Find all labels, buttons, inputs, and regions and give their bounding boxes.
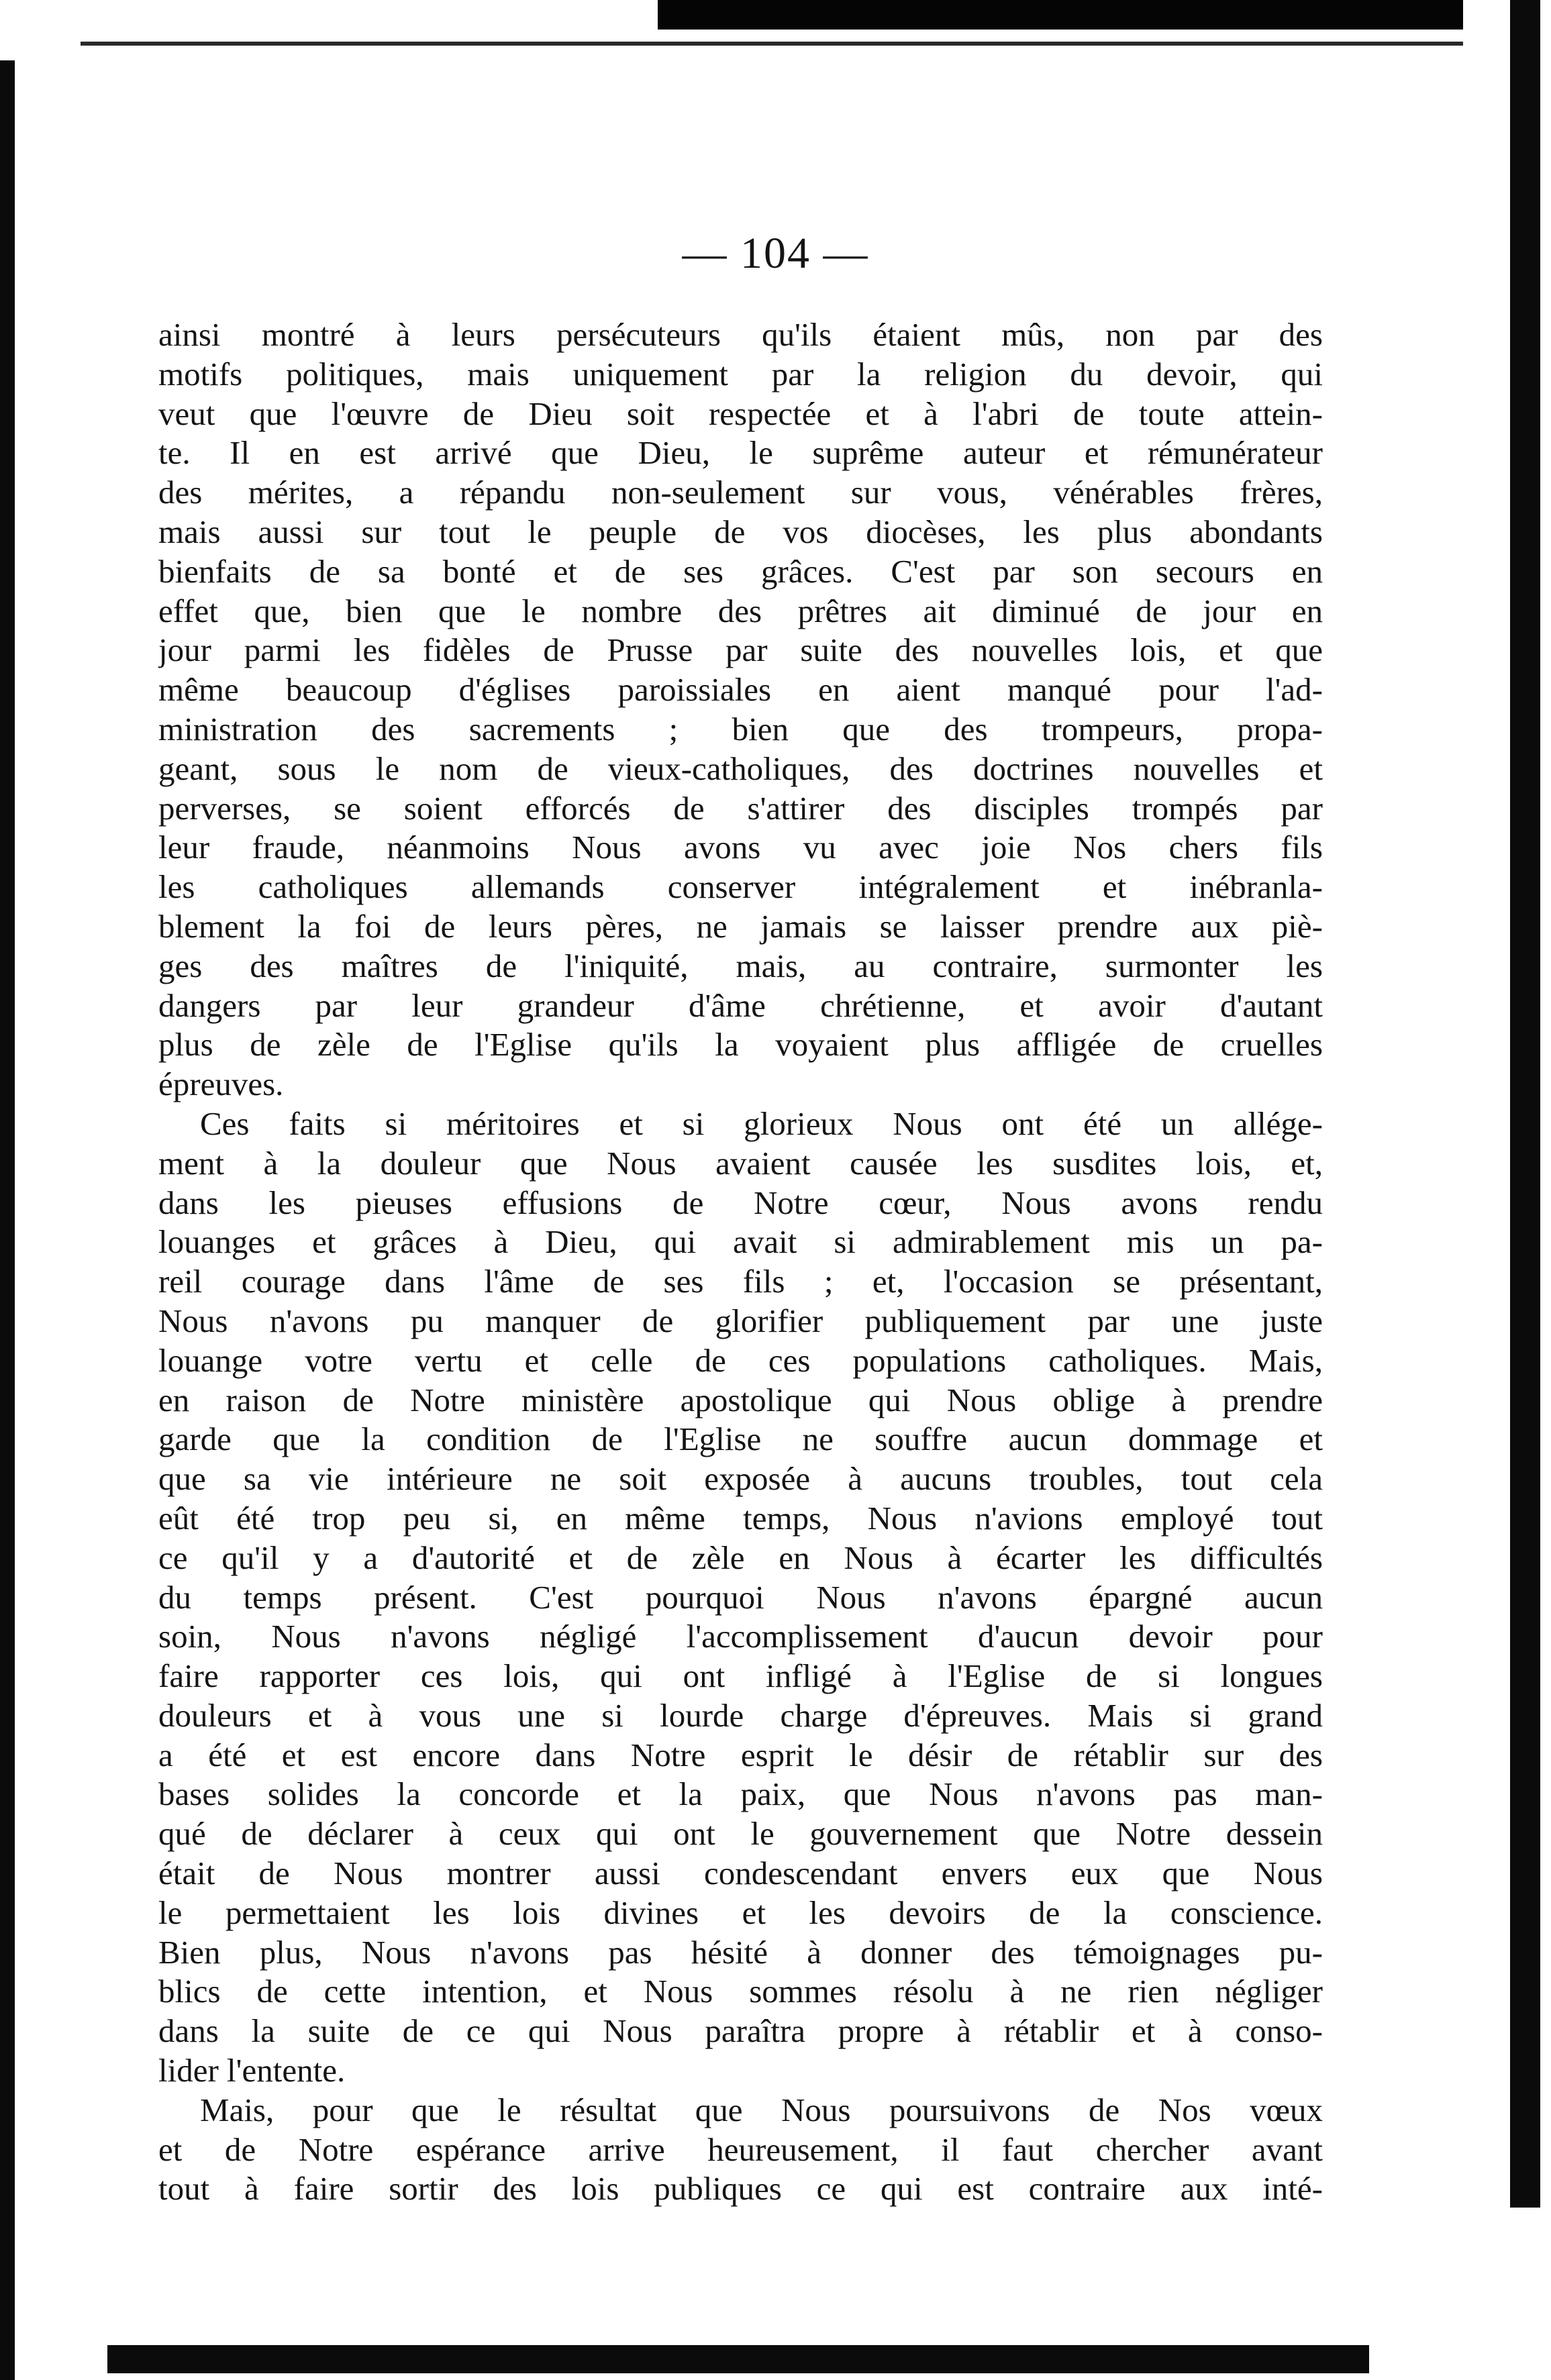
- text-line: Mais, pour que le résultat que Nous poursuivons de Nos vœux: [200, 2091, 1323, 2128]
- scan-edge-left: [0, 60, 15, 2380]
- text-line: et de Notre espérance arrive heureusement, il faut chercher avant: [158, 2130, 1323, 2168]
- scan-edge-bottom: [107, 2345, 1369, 2373]
- text-line: dans les pieuses effusions de Notre cœur, Nous avons rendu: [158, 1184, 1323, 1221]
- text-line: veut que l'œuvre de Dieu soit respectée et à l'abri de toute attein-: [158, 395, 1323, 432]
- text-line: ainsi montré à leurs persécuteurs qu'ils étaient mûs, non par des: [158, 316, 1323, 353]
- text-line: reil courage dans l'âme de ses fils ; et, l'occasion se présentant,: [158, 1263, 1323, 1300]
- paragraph-end-line: épreuves.: [158, 1066, 284, 1103]
- text-line: Nous n'avons pu manquer de glorifier publiquement par une juste: [158, 1302, 1323, 1339]
- text-line: bienfaits de sa bonté et de ses grâces. C'est par son secours en: [158, 552, 1323, 590]
- text-line: Ces faits si méritoires et si glorieux Nous ont été un allége-: [200, 1104, 1323, 1142]
- text-line: que sa vie intérieure ne soit exposée à aucuns troubles, tout cela: [158, 1460, 1323, 1498]
- text-line: plus de zèle de l'Eglise qu'ils la voyaient plus affligée de cruelles: [158, 1026, 1323, 1064]
- text-line: louange votre vertu et celle de ces populations catholiques. Mais,: [158, 1341, 1323, 1379]
- text-line: qué de déclarer à ceux qui ont le gouvernement que Notre dessein: [158, 1815, 1323, 1853]
- text-line: blement la foi de leurs pères, ne jamais se laisser prendre aux piè-: [158, 907, 1323, 945]
- text-line: blics de cette intention, et Nous sommes résolu à ne rien négliger: [158, 1973, 1323, 2010]
- text-line: dans la suite de ce qui Nous paraîtra propre à rétablir et à conso-: [158, 2012, 1323, 2050]
- text-line: leur fraude, néanmoins Nous avons vu avec joie Nos chers fils: [158, 829, 1323, 866]
- text-line: te. Il en est arrivé que Dieu, le suprême auteur et rémunérateur: [158, 434, 1323, 472]
- text-line: ges des maîtres de l'iniquité, mais, au contraire, surmonter les: [158, 947, 1323, 984]
- text-line: en raison de Notre ministère apostolique qui Nous oblige à prendre: [158, 1381, 1323, 1418]
- text-line: même beaucoup d'églises paroissiales en aient manqué pour l'ad-: [158, 671, 1323, 709]
- page-number: — 104 —: [682, 229, 869, 278]
- text-line: les catholiques allemands conserver intégralement et inébranla-: [158, 868, 1323, 906]
- text-line: soin, Nous n'avons négligé l'accomplissement d'aucun devoir pour: [158, 1618, 1323, 1655]
- text-line: ministration des sacrements ; bien que des trompeurs, propa-: [158, 710, 1323, 747]
- text-line: effet que, bien que le nombre des prêtres ait diminué de jour en: [158, 592, 1323, 629]
- text-line: tout à faire sortir des lois publiques ce qui est contraire aux inté-: [158, 2170, 1323, 2208]
- text-line: ce qu'il y a d'autorité et de zèle en Nous à écarter les difficultés: [158, 1539, 1323, 1576]
- text-line: Bien plus, Nous n'avons pas hésité à donner des témoignages pu-: [158, 1933, 1323, 1971]
- body-text: [158, 315, 1323, 2209]
- text-line: ment à la douleur que Nous avaient causée les susdites lois, et,: [158, 1144, 1323, 1182]
- scan-edge-right: [1510, 0, 1540, 2208]
- text-line: douleurs et à vous une si lourde charge d'épreuves. Mais si grand: [158, 1696, 1323, 1734]
- text-line: a été et est encore dans Notre esprit le désir de rétablir sur des: [158, 1736, 1323, 1773]
- text-line: était de Nous montrer aussi condescendant envers eux que Nous: [158, 1855, 1323, 1892]
- text-line: louanges et grâces à Dieu, qui avait si admirablement mis un pa-: [158, 1223, 1323, 1261]
- text-line: bases solides la concorde et la paix, que Nous n'avons pas man-: [158, 1775, 1323, 1813]
- scan-edge-top-dark: [658, 0, 1463, 30]
- text-line: garde que la condition de l'Eglise ne souffre aucun dommage et: [158, 1420, 1323, 1458]
- text-line: perverses, se soient efforcés de s'attirer des disciples trompés par: [158, 789, 1323, 827]
- text-line: du temps présent. C'est pourquoi Nous n'avons épargné aucun: [158, 1578, 1323, 1616]
- text-line: mais aussi sur tout le peuple de vos diocèses, les plus abondants: [158, 513, 1323, 550]
- text-line: le permettaient les lois divines et les devoirs de la conscience.: [158, 1894, 1323, 1931]
- text-line: dangers par leur grandeur d'âme chrétienne, et avoir d'autant: [158, 986, 1323, 1024]
- text-line: jour parmi les fidèles de Prusse par suite des nouvelles lois, et que: [158, 631, 1323, 669]
- text-line: geant, sous le nom de vieux-catholiques, des doctrines nouvelles et: [158, 749, 1323, 787]
- text-line: motifs politiques, mais uniquement par la religion du devoir, qui: [158, 355, 1323, 393]
- text-line: faire rapporter ces lois, qui ont infligé à l'Eglise de si longues: [158, 1657, 1323, 1695]
- paragraph-end-line: lider l'entente.: [158, 2052, 346, 2089]
- text-line: eût été trop peu si, en même temps, Nous n'avions employé tout: [158, 1499, 1323, 1537]
- scan-edge-top: [81, 42, 1463, 46]
- text-line: des mérites, a répandu non-seulement sur vous, vénérables frères,: [158, 474, 1323, 511]
